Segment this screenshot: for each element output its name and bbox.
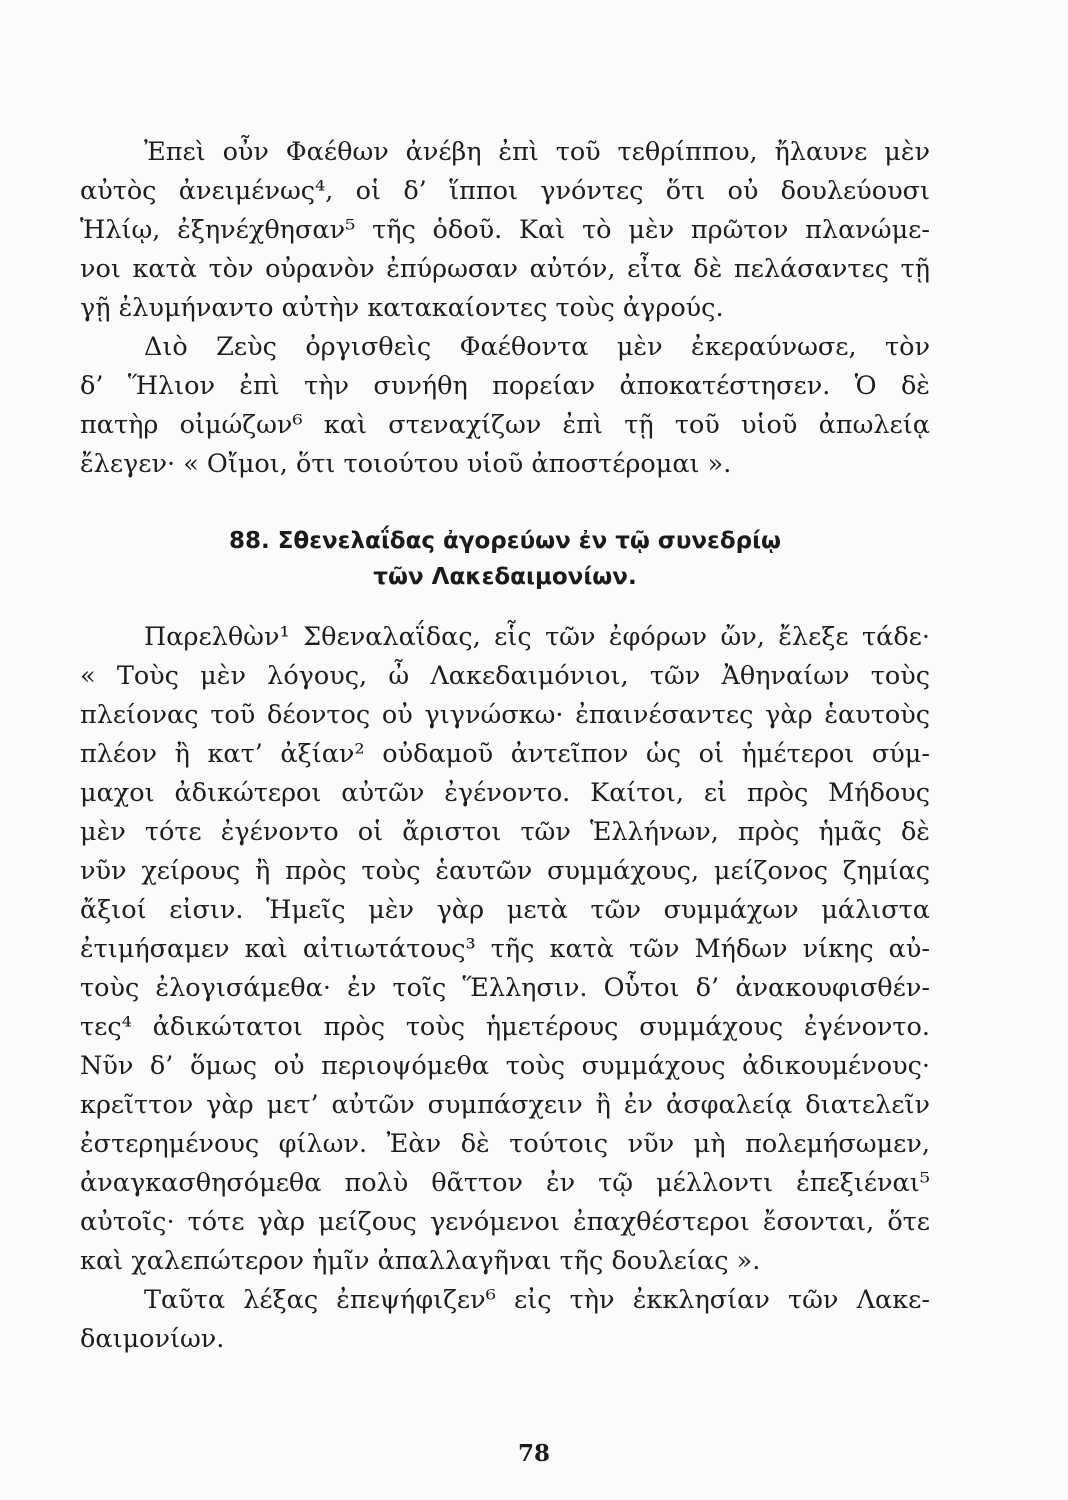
- text-line: ἔλεγεν· « Οἴμοι, ὅτι τοιούτου υἱοῦ ἀποστέρομαι ».: [80, 449, 732, 479]
- text-line: δ’ Ἥλιον ἐπὶ τὴν συνήθη πορείαν ἀποκατέστησεν. Ὁ δὲ: [80, 371, 930, 401]
- text-line: κρεῖττον γὰρ μετ’ αὐτῶν συμπάσχειν ἢ ἐν ἀσφαλείᾳ διατελεῖν: [80, 1090, 930, 1120]
- text-line: ἀναγκασθησόμεθα πολὺ θᾶττον ἐν τῷ μέλλοντι ἐπεξιέναι⁵: [80, 1168, 930, 1198]
- text-line: γῇ ἐλυμήναντο αὐτὴν κατακαίοντες τοὺς ἀγρούς.: [80, 293, 724, 323]
- text-line: πλέον ἢ κατ’ ἀξίαν² οὐδαμοῦ ἀντεῖπον ὡς οἱ ἡμέτεροι σύμ-: [80, 739, 930, 769]
- text-line: νῦν χείρους ἢ πρὸς τοὺς ἑαυτῶν συμμάχους, μείζονος ζημίας: [80, 856, 930, 886]
- text-line: τοὺς ἐλογισάμεθα· ἐν τοῖς Ἕλλησιν. Οὗτοι δ’ ἀνακουφισθέν-: [80, 973, 930, 1003]
- text-line: τες⁴ ἀδικώτατοι πρὸς τοὺς ἡμετέρους συμμάχους ἐγένοντο.: [80, 1012, 930, 1042]
- text-line: Ἐπεὶ οὖν Φαέθων ἀνέβη ἐπὶ τοῦ τεθρίππου, ἤλαυνε μὲν: [144, 137, 930, 167]
- text-line: « Τοὺς μὲν λόγους, ὦ Λακεδαιμόνιοι, τῶν Ἀθηναίων τοὺς: [80, 661, 930, 691]
- text-line: δαιμονίων.: [80, 1324, 225, 1354]
- text-line: Διὸ Ζεὺς ὀργισθεὶς Φαέθοντα μὲν ἐκεραύνωσε, τὸν: [144, 332, 930, 362]
- text-line: Ταῦτα λέξας ἐπεψήφιζεν⁶ εἰς τὴν ἐκκλησίαν τῶν Λακε-: [144, 1285, 930, 1315]
- text-line: ἄξιοί εἰσιν. Ἡμεῖς μὲν γὰρ μετὰ τῶν συμμάχων μάλιστα: [80, 895, 930, 925]
- page-number: 78: [517, 1440, 550, 1467]
- text-line: νοι κατὰ τὸν οὐρανὸν ἐπύρωσαν αὐτόν, εἶτα δὲ πελάσαντες τῇ: [80, 254, 930, 284]
- paragraph-sthenelaidas: [80, 618, 930, 1359]
- section-heading-line-1: 88. Σθενελαΐδας ἀγορεύων ἐν τῷ συνεδρίῳ: [228, 528, 782, 554]
- section-heading: [80, 523, 930, 595]
- text-line: ἐστερημένους φίλων. Ἐὰν δὲ τούτοις νῦν μὴ πολεμήσωμεν,: [80, 1129, 930, 1159]
- text-line: Ἡλίῳ, ἐξηνέχθησαν⁵ τῆς ὁδοῦ. Καὶ τὸ μὲν πρῶτον πλανώμε-: [80, 215, 930, 245]
- text-line: μὲν τότε ἐγένοντο οἱ ἄριστοι τῶν Ἑλλήνων, πρὸς ἡμᾶς δὲ: [80, 817, 930, 847]
- text-line: πατὴρ οἰμώζων⁶ καὶ στεναχίζων ἐπὶ τῇ τοῦ υἱοῦ ἀπωλείᾳ: [80, 410, 930, 440]
- text-line: μαχοι ἀδικώτεροι αὐτῶν ἐγένοντο. Καίτοι, εἰ πρὸς Μήδους: [80, 778, 930, 808]
- text-line: ἐτιμήσαμεν καὶ αἰτιωτάτους³ τῆς κατὰ τῶν Μήδων νίκης αὐ-: [80, 934, 930, 964]
- paragraph-phaethon: [80, 133, 930, 484]
- text-line: αὐτὸς ἀνειμένως⁴, οἱ δ’ ἵπποι γνόντες ὅτι οὐ δουλεύουσι: [80, 176, 930, 206]
- text-line: αὐτοῖς· τότε γὰρ μείζους γενόμενοι ἐπαχθέστεροι ἔσονται, ὅτε: [80, 1207, 930, 1237]
- text-line: Νῦν δ’ ὅμως οὐ περιοψόμεθα τοὺς συμμάχους ἀδικουμένους·: [80, 1051, 930, 1081]
- text-line: Παρελθὼν¹ Σθεναλαΐδας, εἷς τῶν ἐφόρων ὤν, ἔλεξε τάδε·: [144, 622, 930, 652]
- text-line: πλείονας τοῦ δέοντος οὐ γιγνώσκω· ἐπαινέσαντες γὰρ ἑαυτοὺς: [80, 700, 930, 730]
- text-line: καὶ χαλεπώτερον ἡμῖν ἀπαλλαγῆναι τῆς δουλείας ».: [80, 1246, 761, 1276]
- section-heading-line-2: τῶν Λακεδαιμονίων.: [373, 564, 637, 590]
